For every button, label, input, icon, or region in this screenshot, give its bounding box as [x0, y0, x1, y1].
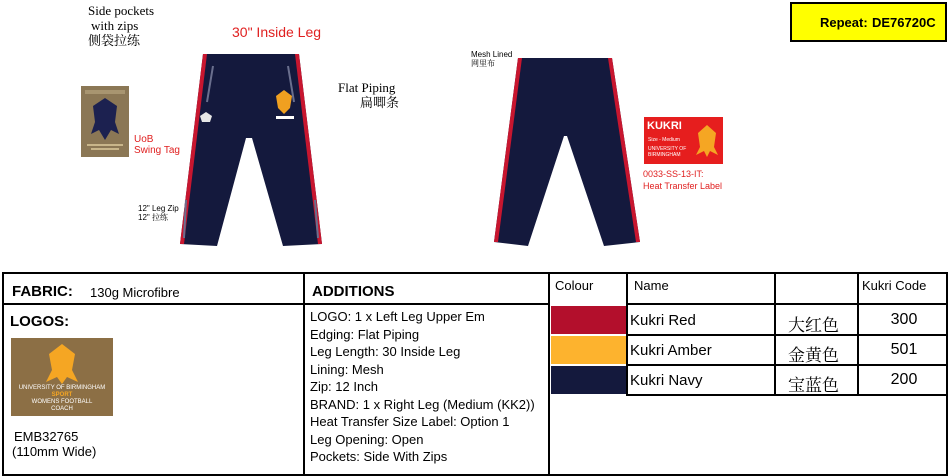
inside-leg-note: 30" Inside Leg — [232, 24, 322, 40]
badge-line-1: UNIVERSITY OF BIRMINGHAM — [18, 385, 106, 391]
front-pants-drawing — [172, 52, 332, 248]
kukri-code-header: Kukri Code — [862, 278, 927, 293]
grid-header-line — [2, 303, 550, 305]
kukri-size: Size - Medium — [648, 137, 680, 143]
addition-item: Pockets: Side With Zips — [310, 449, 448, 464]
addition-item: Zip: 12 Inch — [310, 379, 378, 394]
swing-tag-image — [81, 86, 129, 157]
colour-name-red: Kukri Red — [630, 312, 696, 329]
logo-badge — [11, 338, 113, 416]
colour-code-amber: 501 — [890, 341, 918, 358]
kukri-lion-icon — [694, 121, 720, 159]
kukri-university — [648, 146, 686, 158]
swing-tag-line-2: Swing Tag — [134, 145, 180, 156]
grid-left-line — [2, 272, 4, 476]
flat-piping-line-2: 扁唧条 — [360, 95, 400, 110]
colour-code-navy: 200 — [890, 371, 918, 388]
colour-cn-red: 大红色 — [788, 316, 839, 335]
colour-row-line-1 — [626, 334, 948, 336]
colour-row-line-2 — [626, 364, 948, 366]
badge-line-2: SPORT — [51, 392, 73, 398]
side-pockets-line-3: 侧袋拉练 — [88, 33, 141, 48]
logo-code: EMB32765 — [14, 429, 79, 444]
flat-piping-note — [338, 80, 399, 110]
kukri-university-line-1: UNIVERSITY OF — [648, 146, 687, 152]
colour-row-line-0 — [626, 303, 948, 305]
colour-swatch-amber — [551, 336, 626, 364]
colour-swatch-navy — [551, 366, 626, 394]
colour-divider-1 — [626, 272, 628, 394]
fabric-value: 130g Microfibre — [90, 285, 180, 300]
name-header: Name — [634, 278, 669, 293]
badge-line-3: WOMENS FOOTBALL — [31, 399, 93, 405]
mesh-lined-line-2: 网里布 — [471, 59, 495, 68]
swing-tag-line-1: UoB — [134, 134, 154, 145]
logo-badge-text — [11, 385, 113, 413]
colour-cn-amber: 金黄色 — [788, 346, 839, 365]
addition-item: Edging: Flat Piping — [310, 326, 420, 342]
logos-label: LOGOS: — [10, 313, 70, 330]
colour-name-navy: Kukri Navy — [630, 372, 703, 389]
kukri-brand: KUKRI — [647, 120, 682, 132]
heat-label-line-2: Heat Transfer Label — [643, 181, 723, 191]
repeat-label: Repeat: — [820, 15, 868, 30]
flat-piping-line-1: Flat Piping — [338, 80, 396, 95]
leg-zip-line-1: 12" Leg Zip — [138, 204, 179, 213]
kukri-heat-label — [644, 117, 723, 164]
grid-mid-line — [303, 272, 305, 476]
addition-item: Lining: Mesh — [310, 361, 384, 377]
leg-zip-line-2: 12" 拉练 — [138, 213, 168, 222]
addition-item: Leg Length: 30 Inside Leg — [310, 344, 461, 359]
mesh-lined-line-1: Mesh Lined — [471, 50, 513, 59]
lion-emblem-icon — [41, 340, 83, 386]
additions-list — [310, 308, 535, 466]
fabric-label: FABRIC: — [12, 283, 73, 300]
badge-line-4: COACH — [51, 406, 73, 412]
colour-name-amber: Kukri Amber — [630, 342, 712, 359]
grid-top-line — [2, 272, 948, 274]
side-pockets-line-1: Side pockets — [88, 3, 155, 18]
back-pants-drawing — [490, 56, 645, 248]
heat-label-line-1: 0033-SS-13-IT: — [643, 169, 704, 179]
addition-item: Leg Opening: Open — [310, 431, 424, 447]
repeat-box — [790, 2, 947, 42]
colour-code-red: 300 — [890, 311, 918, 328]
logo-size: (110mm Wide) — [12, 444, 97, 459]
repeat-code: DE76720C — [872, 15, 936, 30]
addition-item: BRAND: 1 x Right Leg (Medium (KK2)) — [310, 396, 535, 412]
addition-item: LOGO: 1 x Left Leg Upper Em — [310, 309, 485, 324]
addition-item: Heat Transfer Size Label: Option 1 — [310, 414, 510, 429]
side-pockets-line-2: with zips — [91, 18, 139, 33]
additions-label: ADDITIONS — [312, 283, 395, 300]
colour-divider-3 — [857, 272, 859, 394]
colour-row-line-3 — [626, 394, 948, 396]
colour-cn-navy: 宝蓝色 — [788, 376, 839, 395]
grid-colour-line — [548, 272, 550, 476]
colour-divider-2 — [774, 272, 776, 394]
colour-header: Colour — [555, 278, 594, 293]
kukri-university-line-2: BIRMINGHAM — [648, 152, 681, 158]
side-pockets-note — [88, 3, 154, 48]
colour-swatch-red — [551, 306, 626, 334]
heat-label-note — [643, 168, 722, 192]
